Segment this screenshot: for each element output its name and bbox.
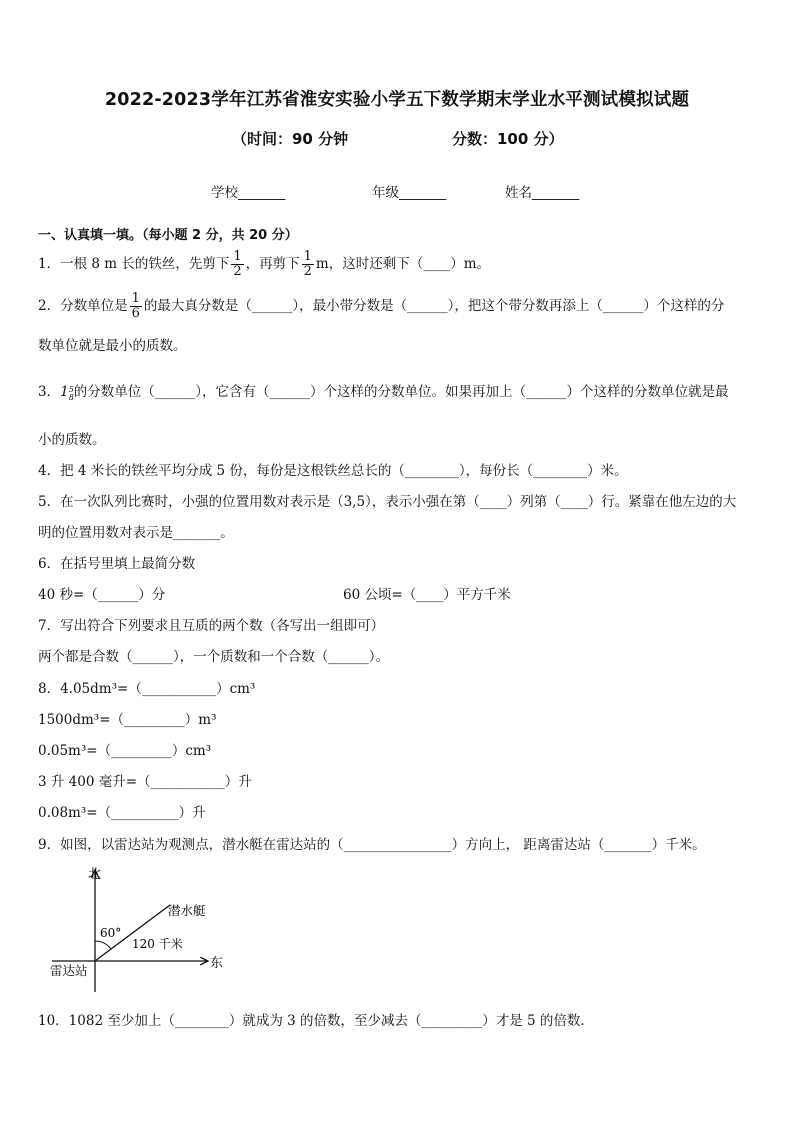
radar-diagram <box>40 858 240 998</box>
exam-score: 分数：100 分） <box>452 130 564 148</box>
question-8-c: 0.05m³=（_________）cm³ <box>38 743 212 759</box>
question-2 <box>38 292 724 321</box>
question-10: 10．1082 至少加上（________）就成为 3 的倍数，至少减去（_________）才是 5 的倍数. <box>38 1013 585 1029</box>
question-6-part-b: 60 公顷=（____）平方千米 <box>343 587 511 603</box>
question-8-b: 1500dm³=（_________）m³ <box>38 712 217 728</box>
question-5: 5．在一次队列比赛时，小强的位置用数对表示是（3,5），表示小强在第（____）列第（____）行。紧靠在他左边的大 <box>38 494 737 510</box>
question-2-cont: 数单位就是最小的质数。 <box>38 338 187 354</box>
station-label: 雷达站 <box>50 963 88 978</box>
name-field: 姓名_______ <box>505 185 580 201</box>
q3-text-a: 3． <box>38 384 61 400</box>
question-9: 9．如图，以雷达站为观测点，潜水艇在雷达站的（________________）方向上， 距离雷达站（_______）千米。 <box>38 837 706 853</box>
q2-text-a: 2．分数单位是 <box>38 298 128 314</box>
school-field: 学校_______ <box>211 185 286 201</box>
page-title: 2022-2023学年江苏省淮安实验小学五下数学期末学业水平测试模拟试题 <box>104 90 690 110</box>
q1-text-c: m，这时还剩下（____）m。 <box>315 256 491 272</box>
q1-text-b: ，再剪下 <box>245 256 300 272</box>
angle-arc <box>95 941 111 949</box>
grade-field: 年级_______ <box>372 185 447 201</box>
question-3-cont: 小的质数。 <box>38 432 106 448</box>
north-label: 北 <box>88 867 102 882</box>
angle-label: 60° <box>100 926 122 940</box>
q1-fraction-1: $\frac{1}{2}$ <box>233 249 242 279</box>
question-5-cont: 明的位置用数对表示是_______。 <box>38 525 234 541</box>
question-7: 7．写出符合下列要求且互质的两个数（各写出一组即可） <box>38 618 385 634</box>
submarine-label: 潜水艇 <box>168 903 206 918</box>
question-8-e: 0.08m³=（__________）升 <box>38 805 206 821</box>
q3-mixed-number: 1 5 8 <box>60 384 74 402</box>
question-8-a: 8．4.05dm³=（___________）cm³ <box>38 681 256 697</box>
distance-label: 120 千米 <box>132 937 183 951</box>
q1-fraction-2: $\frac{1}{2}$ <box>303 249 312 279</box>
question-4: 4．把 4 米长的铁丝平均分成 5 份，每份是这根铁丝总长的（________），每份长（________）米。 <box>38 463 628 479</box>
section-heading: 一、认真填一填。（每小题 2 分，共 20 分） <box>38 228 298 243</box>
q2-text-b: 的最大真分数是（______），最小带分数是（______），把这个带分数再添上（______）个这样的分 <box>143 298 725 314</box>
question-1 <box>38 250 490 279</box>
question-6-part-a: 40 秒=（______）分 <box>38 587 166 603</box>
question-6: 6．在括号里填上最简分数 <box>38 556 196 572</box>
east-label: 东 <box>210 956 224 971</box>
q3-text-b: 的分数单位（______），它含有（______）个这样的分数单位。如果再加上（______）个这样的分数单位就是最 <box>73 384 729 400</box>
q1-text-a: 1．一根 8 m 长的铁丝，先剪下 <box>38 256 230 272</box>
q2-fraction: $\frac{1}{6}$ <box>131 291 140 321</box>
question-3 <box>38 380 729 402</box>
question-7-cont: 两个都是合数（______），一个质数和一个合数（______）。 <box>38 649 389 665</box>
question-8-d: 3 升 400 毫升=（___________）升 <box>38 774 252 790</box>
exam-time: （时间：90 分钟 <box>232 130 349 148</box>
